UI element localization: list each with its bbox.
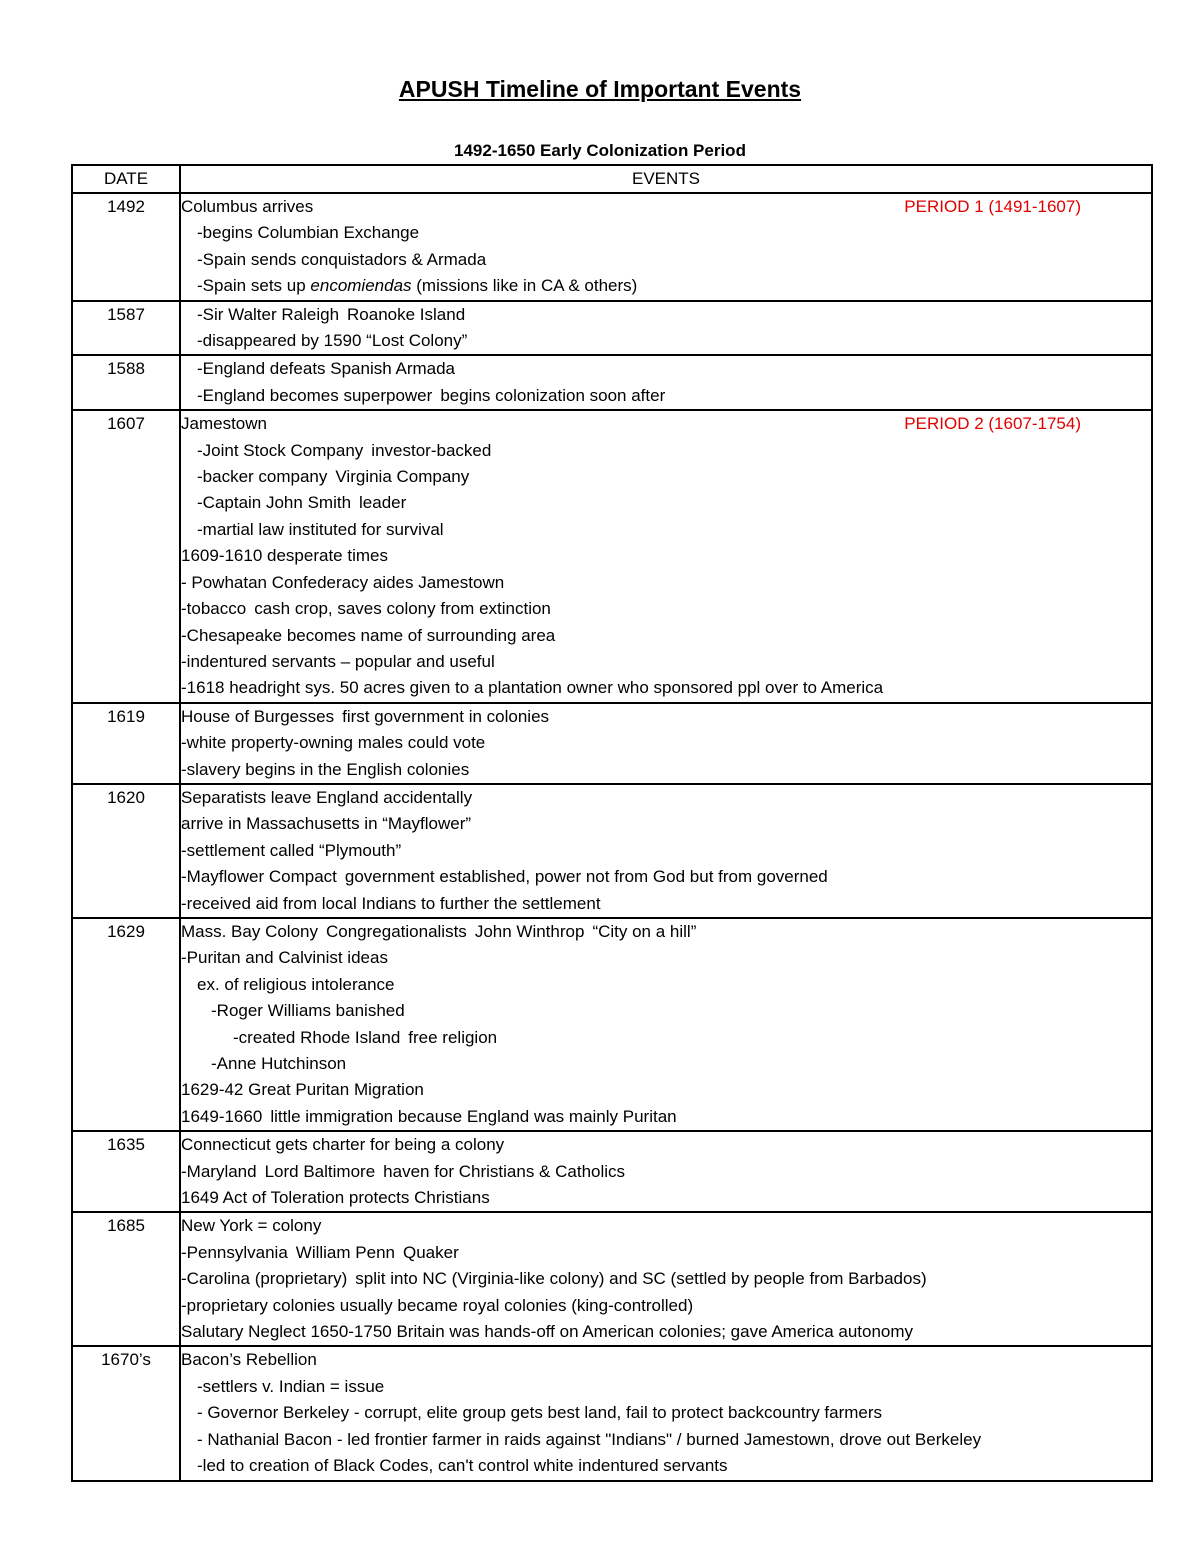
event-text: -Carolina (proprietary) <box>181 1269 348 1289</box>
document-title: APUSH Timeline of Important Events <box>398 76 802 102</box>
events-cell <box>180 1346 1152 1480</box>
event-text: Salutary Neglect 1650-1750 Britain was hands-off on American colonies; gave America autonomy <box>181 1322 914 1342</box>
events-cell <box>180 918 1152 1131</box>
events-cell <box>180 355 1152 410</box>
event-text: Separatists leave England accidentally <box>181 787 473 807</box>
table-row <box>72 355 1152 410</box>
event-text: -slavery begins in the English colonies <box>181 759 470 779</box>
timeline-body <box>72 193 1152 1481</box>
event-text: cash crop, saves colony from extinction <box>254 599 551 619</box>
event-line <box>181 998 1151 1024</box>
event-text: -Pennsylvania <box>181 1242 288 1262</box>
event-line <box>181 596 1151 622</box>
event-text: -Mayflower Compact <box>181 867 337 887</box>
event-text: begins colonization soon after <box>440 385 666 405</box>
event-text: House of Burgesses <box>181 706 335 726</box>
event-line <box>181 972 1151 998</box>
event-line <box>181 1347 1151 1373</box>
event-text: Quaker <box>402 1242 459 1262</box>
event-text: -Anne Hutchinson <box>211 1054 347 1073</box>
date-column-header: DATE <box>72 165 180 193</box>
event-text: -indentured servants – popular and useful <box>181 651 495 671</box>
date-cell: 1620 <box>72 784 180 918</box>
event-line <box>181 623 1151 649</box>
event-line <box>181 1400 1151 1426</box>
event-text: Roanoke Island <box>347 304 466 324</box>
event-text: -created Rhode Island <box>233 1027 401 1047</box>
event-line <box>181 490 1151 516</box>
event-line <box>181 517 1151 543</box>
table-row <box>72 1346 1152 1480</box>
event-text: -martial law instituted for survival <box>197 519 444 539</box>
event-text: -Maryland <box>181 1161 257 1181</box>
event-line <box>181 675 1151 701</box>
event-line <box>181 411 1151 437</box>
event-text: -settlers v. Indian = issue <box>197 1376 385 1396</box>
event-line <box>181 1025 1151 1051</box>
event-text: -settlement called “Plymouth” <box>181 840 402 860</box>
events-column-header: EVENTS <box>180 165 1152 193</box>
event-text: -Captain John Smith <box>197 493 352 513</box>
event-line <box>181 1159 1151 1185</box>
events-cell <box>180 703 1152 784</box>
event-text: - Governor Berkeley - corrupt, elite group gets best land, fail to protect backcountry farmers <box>197 1403 883 1423</box>
events-cell <box>180 410 1152 702</box>
event-text: haven for Christians & Catholics <box>383 1161 626 1181</box>
date-cell: 1607 <box>72 410 180 702</box>
event-text: -Spain sets up <box>197 276 311 296</box>
event-text: 1629-42 Great Puritan Migration <box>181 1080 424 1100</box>
event-line <box>181 220 1151 246</box>
event-text: investor-backed <box>371 440 492 460</box>
events-cell <box>180 784 1152 918</box>
date-cell: 1588 <box>72 355 180 410</box>
event-text: -tobacco <box>181 599 247 619</box>
event-text: -Joint Stock Company <box>197 440 364 460</box>
event-text: Congregationalists <box>326 921 467 941</box>
table-row <box>72 301 1152 356</box>
event-line <box>181 1453 1151 1479</box>
date-cell: 1619 <box>72 703 180 784</box>
event-text: -Puritan and Calvinist ideas <box>181 948 388 968</box>
event-text: -white property-owning males could vote <box>181 733 486 753</box>
event-text: -received aid from local Indians to further the settlement <box>181 893 601 913</box>
event-line <box>181 811 1151 837</box>
event-line <box>181 1240 1151 1266</box>
event-text: Columbus arrives <box>181 197 314 216</box>
events-cell <box>180 1131 1152 1212</box>
event-text: John Winthrop <box>474 921 585 941</box>
date-cell: 1635 <box>72 1131 180 1212</box>
period-label: PERIOD 1 (1491-1607) <box>904 197 1081 216</box>
event-line <box>181 704 1151 730</box>
event-line <box>181 1051 1151 1077</box>
event-line <box>181 1104 1151 1130</box>
event-line <box>181 1185 1151 1211</box>
event-text: - Nathanial Bacon - led frontier farmer in raids against "Indians" / burned Jamestown, drove out Berkeley <box>197 1429 982 1449</box>
date-cell: 1670’s <box>72 1346 180 1480</box>
event-line <box>181 464 1151 490</box>
event-text: William Penn <box>295 1242 395 1262</box>
event-text: -Chesapeake becomes name of surrounding area <box>181 625 556 645</box>
event-line <box>181 356 1151 382</box>
event-text: -proprietary colonies usually became royal colonies (king-controlled) <box>181 1295 694 1315</box>
date-cell: 1629 <box>72 918 180 1131</box>
event-line <box>181 1374 1151 1400</box>
event-line <box>181 302 1151 328</box>
event-text: -disappeared by 1590 “Lost Colony” <box>197 331 468 351</box>
event-text: Lord Baltimore <box>264 1161 376 1181</box>
event-text: Connecticut gets charter for being a colony <box>181 1135 505 1155</box>
event-text: ex. of religious intolerance <box>197 974 395 994</box>
event-text: free religion <box>408 1027 498 1047</box>
event-text: -England defeats Spanish Armada <box>197 359 456 379</box>
event-line <box>181 570 1151 596</box>
event-text: -Sir Walter Raleigh <box>197 304 340 324</box>
table-row <box>72 1212 1152 1346</box>
date-cell: 1587 <box>72 301 180 356</box>
table-row <box>72 1131 1152 1212</box>
event-text: arrive in Massachusetts in “Mayflower” <box>181 814 472 834</box>
table-row <box>72 784 1152 918</box>
event-text: -England becomes superpower <box>197 385 433 405</box>
table-row <box>72 703 1152 784</box>
event-text: - Powhatan Confederacy aides Jamestown <box>181 572 505 592</box>
timeline-table <box>71 164 1153 1482</box>
table-row <box>72 918 1152 1131</box>
table-header-row <box>72 165 1152 193</box>
event-line <box>181 194 1151 220</box>
period-label: PERIOD 2 (1607-1754) <box>904 414 1081 434</box>
events-cell <box>180 1212 1152 1346</box>
event-line <box>181 864 1151 890</box>
event-text: “City on a hill” <box>592 921 697 941</box>
date-cell: 1685 <box>72 1212 180 1346</box>
event-text: government established, power not from God but from governed <box>344 867 828 887</box>
event-line <box>181 543 1151 569</box>
event-line <box>181 383 1151 409</box>
italic-term: encomiendas <box>310 276 412 296</box>
event-line <box>181 247 1151 273</box>
table-row <box>72 410 1152 702</box>
event-line <box>181 1319 1151 1345</box>
event-line <box>181 1293 1151 1319</box>
event-text: split into NC (Virginia-like colony) and SC (settled by people from Barbados) <box>355 1269 927 1289</box>
event-line <box>181 649 1151 675</box>
event-text: -1618 headright sys. 50 acres given to a plantation owner who sponsored ppl over to America <box>181 678 884 698</box>
event-text: first government in colonies <box>342 706 550 726</box>
table-row <box>72 193 1152 301</box>
event-line <box>181 785 1151 811</box>
event-text: 1609-1610 desperate times <box>181 546 388 566</box>
event-line <box>181 919 1151 945</box>
events-cell <box>180 193 1152 301</box>
event-line <box>181 1077 1151 1103</box>
event-text: -Roger Williams banished <box>211 1001 405 1021</box>
event-line <box>181 1213 1151 1239</box>
event-line <box>181 730 1151 756</box>
events-cell <box>180 301 1152 356</box>
section-heading: 1492-1650 Early Colonization Period <box>454 141 746 160</box>
event-text: -Spain sends conquistadors & Armada <box>197 249 487 269</box>
event-text: little immigration because England was mainly Puritan <box>270 1106 677 1126</box>
event-line <box>181 1266 1151 1292</box>
event-text: 1649-1660 <box>181 1106 263 1126</box>
event-line <box>181 838 1151 864</box>
event-line <box>181 438 1151 464</box>
event-text: Bacon’s Rebellion <box>181 1350 317 1370</box>
event-text: New York = colony <box>181 1216 322 1236</box>
event-text: Virginia Company <box>335 467 470 487</box>
event-text: -backer company <box>197 467 328 487</box>
event-line <box>181 757 1151 783</box>
event-text: leader <box>359 493 407 513</box>
event-text: -begins Columbian Exchange <box>197 223 420 243</box>
event-line <box>181 891 1151 917</box>
event-line <box>181 328 1151 354</box>
date-cell: 1492 <box>72 193 180 301</box>
event-line <box>181 1132 1151 1158</box>
event-line <box>181 1427 1151 1453</box>
event-text: Mass. Bay Colony <box>181 921 318 941</box>
event-text: (missions like in CA & others) <box>411 276 638 296</box>
event-text: 1649 Act of Toleration protects Christians <box>181 1188 490 1208</box>
event-line <box>181 273 1151 299</box>
event-line <box>181 945 1151 971</box>
event-text: -led to creation of Black Codes, can't control white indentured servants <box>197 1456 728 1476</box>
event-text: Jamestown <box>181 414 267 434</box>
